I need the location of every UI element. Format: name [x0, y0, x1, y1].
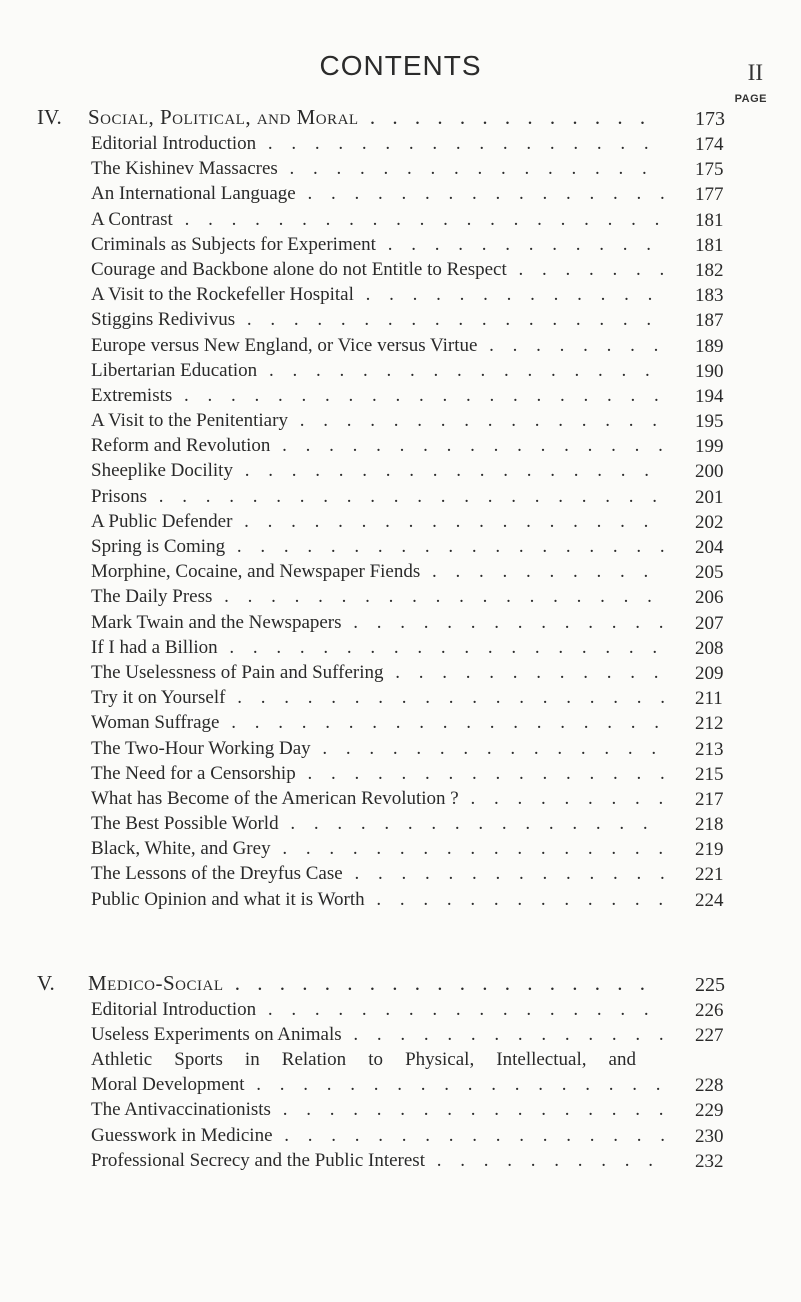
- toc-entry: [0, 861, 801, 886]
- entry-title: Prisons . . .: [91, 484, 666, 509]
- entry-page-number: 217: [695, 788, 724, 810]
- entry-page-number: 230: [695, 1125, 724, 1147]
- entry-title: Mark Twain and the Newspapers . . .: [91, 610, 666, 635]
- toc-entry: [0, 584, 801, 609]
- entry-title: Reform and Revolution . . .: [91, 433, 666, 458]
- toc-entry: [0, 383, 801, 408]
- toc-entry: [0, 257, 801, 282]
- toc-entry: [0, 358, 801, 383]
- toc-entry: [0, 1022, 801, 1047]
- toc-entry: [0, 710, 801, 735]
- entry-title: A Visit to the Penitentiary . . .: [91, 408, 666, 433]
- toc-section-v: [0, 970, 801, 1173]
- entry-page-number: 175: [695, 159, 724, 181]
- toc-entry: [0, 610, 801, 635]
- toc-entry: [0, 458, 801, 483]
- section-heading: [0, 104, 801, 131]
- entry-page-number: 221: [695, 864, 724, 886]
- toc-entry: [0, 1148, 801, 1173]
- entry-title: Spring is Coming . . .: [91, 534, 666, 559]
- entry-page-number: 213: [695, 738, 724, 760]
- entry-page-number: 208: [695, 637, 724, 659]
- entry-page-number: 190: [695, 360, 724, 382]
- entry-page-number: 219: [695, 839, 724, 861]
- entry-title: Libertarian Education . . .: [91, 358, 666, 383]
- toc-entry: [0, 635, 801, 660]
- entry-title: Extremists . . .: [91, 383, 666, 408]
- toc-entry: [0, 836, 801, 861]
- entry-page-number: 227: [695, 1025, 724, 1047]
- entry-title: The Need for a Censorship . . .: [91, 761, 666, 786]
- entry-page-number: 215: [695, 763, 724, 785]
- entry-page-number: 199: [695, 436, 724, 458]
- entry-page-number: 212: [695, 713, 724, 735]
- toc-entry: [0, 307, 801, 332]
- entry-title: An International Language . . .: [91, 181, 666, 206]
- toc-entry: [0, 484, 801, 509]
- entry-page-number: 229: [695, 1100, 724, 1122]
- entry-page-number: 181: [695, 234, 724, 256]
- entry-page-number: 228: [695, 1075, 724, 1097]
- entry-title: Morphine, Cocaine, and Newspaper Fiends . . .: [91, 559, 666, 584]
- entry-title: Athletic Sports in Relation to Physical, Intellectual, and: [91, 1049, 636, 1071]
- entry-title: The Lessons of the Dreyfus Case . . .: [91, 861, 666, 886]
- entry-page-number: 174: [695, 134, 724, 155]
- entry-page-number: 232: [695, 1150, 724, 1172]
- entry-title: Guesswork in Medicine . . .: [91, 1123, 666, 1148]
- toc-entry: [0, 282, 801, 307]
- entry-title: Public Opinion and what it is Worth . . .: [91, 887, 666, 912]
- toc-entry: [0, 997, 801, 1022]
- entry-title: The Antivaccinationists . . .: [91, 1097, 666, 1122]
- entry-title: The Daily Press . . .: [91, 584, 666, 609]
- entry-page-number: 177: [695, 184, 724, 206]
- section-heading: [0, 970, 801, 997]
- entry-page-number: 226: [695, 1000, 724, 1021]
- section-number: V.: [37, 971, 55, 995]
- entry-title: The Uselessness of Pain and Suffering . . .: [91, 660, 666, 685]
- section-entries: [0, 131, 801, 912]
- entry-title: Editorial Introduction . . .: [91, 997, 666, 1022]
- toc-entry: [0, 181, 801, 206]
- entry-page-number: 211: [695, 688, 723, 710]
- toc-entry: [0, 660, 801, 685]
- toc-entry: [0, 887, 801, 912]
- entry-page-number: 182: [695, 259, 724, 281]
- entry-title: Editorial Introduction . . .: [91, 131, 666, 156]
- entry-page-number: 194: [695, 385, 724, 407]
- section-title: Medico-Social . . .: [88, 970, 661, 997]
- section-title: Social, Political, and Moral . . .: [88, 104, 661, 131]
- toc-entry: [0, 433, 801, 458]
- toc-entry: [0, 1097, 801, 1122]
- entry-page-number: 204: [695, 537, 724, 558]
- toc-entry: [0, 559, 801, 584]
- entry-title: Woman Suffrage . . .: [91, 710, 666, 735]
- toc-entry: [0, 534, 801, 559]
- entry-title: If I had a Billion . . .: [91, 635, 666, 660]
- toc-entry: [0, 786, 801, 811]
- entry-page-number: 183: [695, 285, 724, 307]
- section-entries: [0, 997, 801, 1173]
- entry-page-number: 187: [695, 310, 724, 332]
- section-page: 225: [695, 974, 725, 996]
- toc-entry: [0, 156, 801, 181]
- entry-page-number: 218: [695, 814, 724, 836]
- entry-title: The Two-Hour Working Day . . .: [91, 736, 666, 761]
- toc-entry: [0, 207, 801, 232]
- entry-title: What has Become of the American Revolution ? . . .: [91, 786, 666, 811]
- entry-title: Courage and Backbone alone do not Entitle to Respect . . .: [91, 257, 666, 282]
- section-number: IV.: [37, 105, 62, 129]
- entry-title: Europe versus New England, or Vice versus Virtue . . .: [91, 333, 666, 358]
- toc-entry: [0, 408, 801, 433]
- toc-entry: [0, 232, 801, 257]
- entry-page-number: 207: [695, 612, 724, 634]
- toc-entry: [0, 1047, 801, 1097]
- toc-entry: [0, 811, 801, 836]
- entry-page-number: 201: [695, 486, 724, 508]
- entry-title-continued: Moral Development . . .: [91, 1072, 666, 1097]
- toc-entry: [0, 761, 801, 786]
- entry-page-number: 202: [695, 511, 724, 533]
- entry-title: The Kishinev Massacres . . .: [91, 156, 666, 181]
- entry-page-number: 189: [695, 335, 724, 357]
- entry-title: A Public Defender . . .: [91, 509, 666, 534]
- entry-title: Useless Experiments on Animals . . .: [91, 1022, 666, 1047]
- entry-title: Stiggins Redivivus . . .: [91, 307, 666, 332]
- page-header: [0, 50, 801, 90]
- entry-title: Black, White, and Grey . . .: [91, 836, 666, 861]
- entry-page-number: 205: [695, 562, 724, 584]
- toc-entry: [0, 1123, 801, 1148]
- toc-entry: [0, 509, 801, 534]
- page-column-label: PAGE: [734, 93, 767, 105]
- entry-title: Try it on Yourself . . .: [91, 685, 666, 710]
- toc-entry: [0, 333, 801, 358]
- entry-page-number: 206: [695, 587, 724, 609]
- toc-entry: [0, 131, 801, 156]
- entry-page-number: 181: [695, 209, 724, 231]
- section-page: 173: [695, 108, 725, 130]
- entry-title: Sheeplike Docility . . .: [91, 458, 666, 483]
- entry-page-number: 209: [695, 662, 724, 684]
- entry-page-number: 195: [695, 411, 724, 433]
- entry-page-number: 224: [695, 889, 724, 911]
- toc-section-iv: [0, 104, 801, 912]
- page-folio: II: [747, 60, 763, 85]
- entry-title: Professional Secrecy and the Public Interest . . .: [91, 1148, 666, 1173]
- page-title: CONTENTS: [319, 50, 482, 81]
- entry-page-number: 200: [695, 461, 724, 483]
- entry-title: The Best Possible World . . .: [91, 811, 666, 836]
- toc-entry: [0, 736, 801, 761]
- toc-entry: [0, 685, 801, 710]
- entry-title: A Contrast . . .: [91, 207, 666, 232]
- entry-title: Criminals as Subjects for Experiment . . .: [91, 232, 666, 257]
- entry-title: A Visit to the Rockefeller Hospital . . .: [91, 282, 666, 307]
